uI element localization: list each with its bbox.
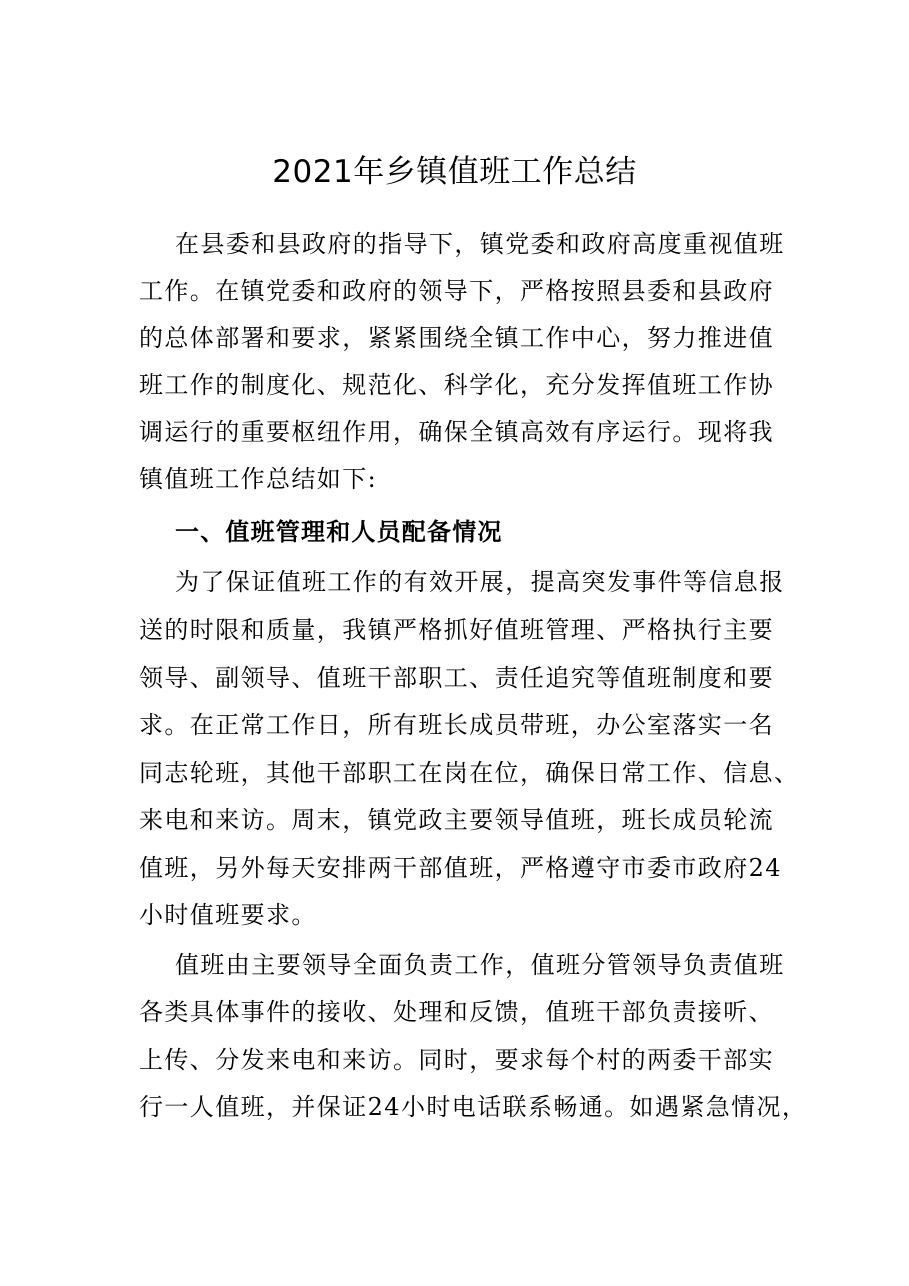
paragraph-2-line-3: 领导、副领导、值班干部职工、责任追究等值班制度和要 [139,664,774,692]
paragraph-3-line-4: 行一人值班，并保证24小时电话联系畅通。如遇紧急情况， [139,1093,808,1121]
paragraph-2-line-6: 来电和来访。周末，镇党政主要领导值班，班长成员轮流 [139,806,774,834]
paragraph-3-line-1: 值班由主要领导全面负责工作，值班分管领导负责值班 [175,951,785,979]
paragraph-2-line-5: 同志轮班，其他干部职工在岗在位，确保日常工作、信息、 [139,759,800,787]
paragraph-3-line-3: 上传、分发来电和来访。同时，要求每个村的两委干部实 [139,1046,774,1074]
paragraph-3-line-2: 各类具体事件的接收、处理和反馈，值班干部负责接听、 [139,998,774,1026]
paragraph-2-line-2: 送的时限和质量，我镇严格抓好值班管理、严格执行主要 [139,616,774,644]
paragraph-1-line-3: 的总体部署和要求，紧紧围绕全镇工作中心，努力推进值 [139,324,774,352]
section-1-heading: 一、值班管理和人员配备情况 [175,517,503,546]
paragraph-1-line-5: 调运行的重要枢纽作用，确保全镇高效有序运行。现将我 [139,418,774,446]
paragraph-2-line-7: 值班，另外每天安排两干部值班，严格遵守市委市政府24 [139,854,782,882]
paragraph-1-line-1: 在县委和县政府的指导下，镇党委和政府高度重视值班 [175,230,785,258]
paragraph-1-line-2: 工作。在镇党委和政府的领导下，严格按照县委和县政府 [139,277,774,305]
paragraph-1-line-4: 班工作的制度化、规范化、科学化，充分发挥值班工作协 [139,371,774,399]
paragraph-2-line-1: 为了保证值班工作的有效开展，提高突发事件等信息报 [175,568,785,596]
paragraph-2-line-4: 求。在正常工作日，所有班长成员带班，办公室落实一名 [139,711,774,739]
paragraph-1-line-6: 镇值班工作总结如下: [139,465,378,493]
document-title: 2021年乡镇值班工作总结 [272,154,637,190]
paragraph-2-line-8: 小时值班要求。 [139,901,317,929]
